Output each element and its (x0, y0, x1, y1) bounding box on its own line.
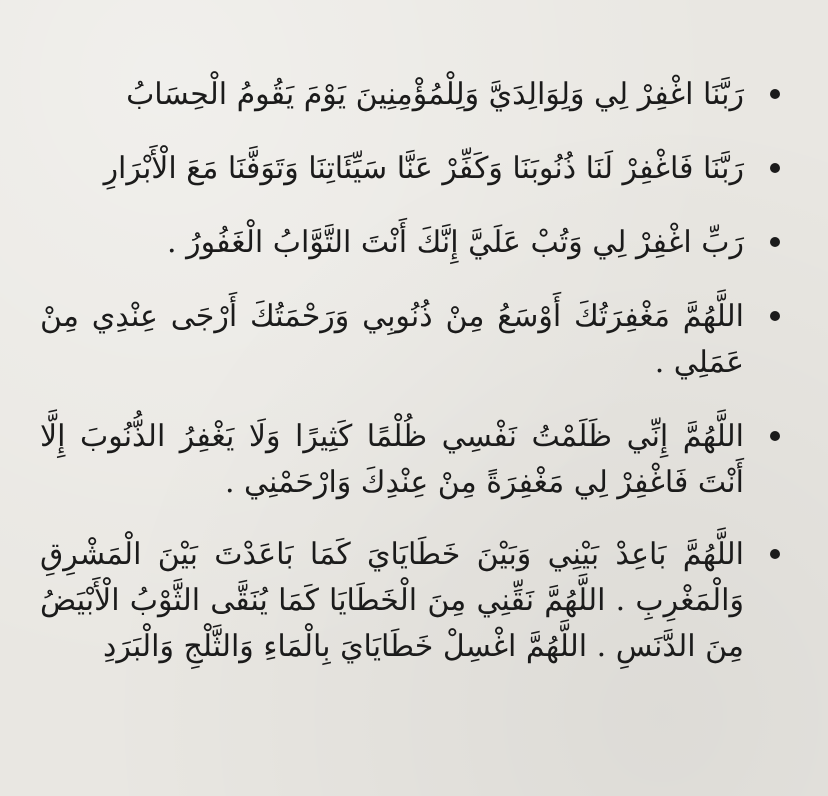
dua-text: اللَّهُمَّ مَغْفِرَتُكَ أَوْسَعُ مِنْ ذُنُوبِي وَرَحْمَتُكَ أَرْجَى عِنْدِي مِنْ عَمَلِي . (40, 299, 744, 380)
bullet-icon (770, 89, 780, 99)
dua-text: رَبَّنَا فَاغْفِرْ لَنَا ذُنُوبَنَا وَكَفِّرْ عَنَّا سَيِّئَاتِنَا وَتَوَفَّنَا مَعَ الْأَبْرَارِ (103, 151, 744, 186)
dua-list (40, 72, 780, 670)
dua-item (40, 294, 780, 386)
bullet-icon (770, 549, 780, 559)
bullet-icon (770, 311, 780, 321)
dua-item (40, 72, 780, 118)
dua-item (40, 146, 780, 192)
bullet-icon (770, 163, 780, 173)
bullet-icon (770, 237, 780, 247)
dua-item (40, 220, 780, 266)
dua-item (40, 532, 780, 670)
dua-text: اللَّهُمَّ بَاعِدْ بَيْنِي وَبَيْنَ خَطَايَايَ كَمَا بَاعَدْتَ بَيْنَ الْمَشْرِقِ وَالْمَغْرِبِ . اللَّهُمَّ نَقِّنِي مِنَ الْخَطَايَا كَمَا يُنَقَّى الثَّوْبُ الْأَبْيَضُ مِنَ الدَّنَسِ . اللَّهُمَّ اغْسِلْ خَطَايَايَ بِالْمَاءِ وَالثَّلْجِ وَالْبَرَدِ (40, 537, 744, 664)
dua-item (40, 414, 780, 506)
dua-text: رَبَّنَا اغْفِرْ لِي وَلِوَالِدَيَّ وَلِلْمُؤْمِنِينَ يَوْمَ يَقُومُ الْحِسَابُ (126, 77, 744, 112)
dua-text: اللَّهُمَّ إِنِّي ظَلَمْتُ نَفْسِي ظُلْمًا كَثِيرًا وَلَا يَغْفِرُ الذُّنُوبَ إِلَّا أَنْتَ فَاغْفِرْ لِي مَغْفِرَةً مِنْ عِنْدِكَ وَارْحَمْنِي . (40, 419, 744, 500)
bullet-icon (770, 431, 780, 441)
dua-text: رَبِّ اغْفِرْ لِي وَتُبْ عَلَيَّ إِنَّكَ أَنْتَ التَّوَّابُ الْغَفُورُ . (167, 225, 744, 260)
